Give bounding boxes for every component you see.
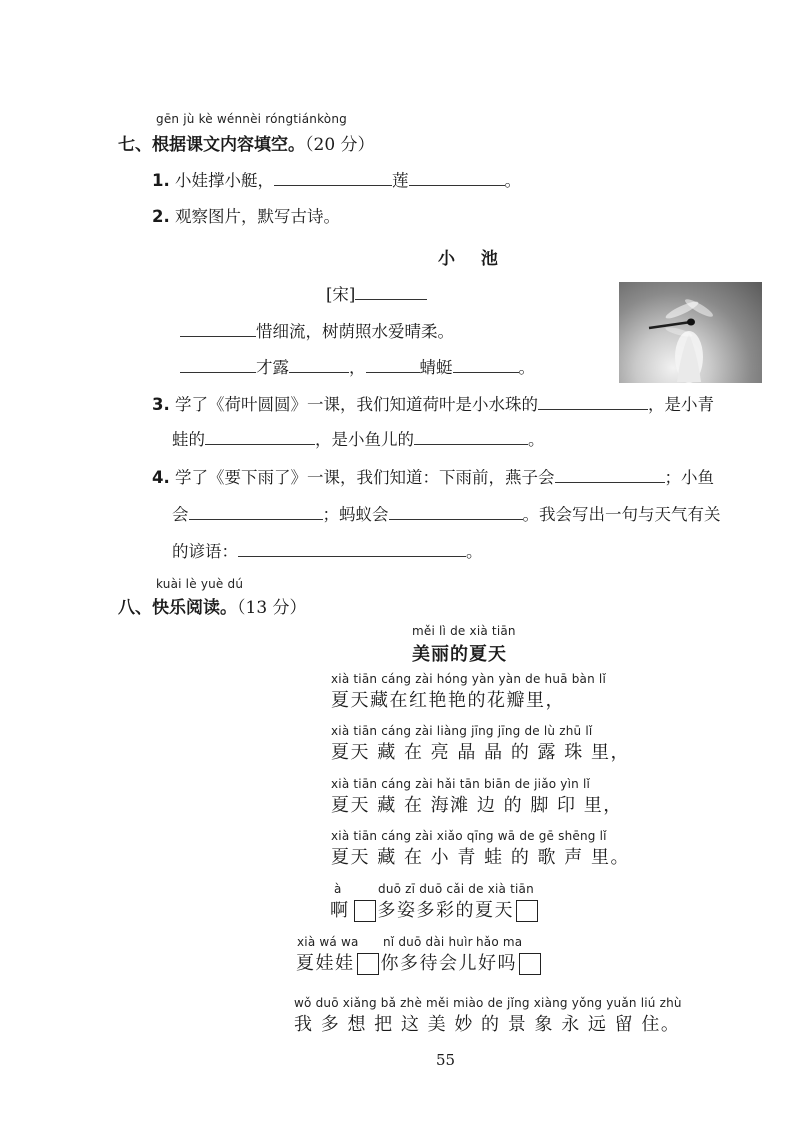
question-4-text-d: ；蚂蚁会 [322,505,389,524]
poem-line-1-text: 惜细流，树荫照水爱晴柔。 [256,322,454,341]
reading-line-3: 夏天 藏 在 海滩 边 的 脚 印 里， [331,795,623,816]
question-3-text-e: 。 [528,430,545,449]
reading-line-4: 夏天 藏 在 小 青 蛙 的 歌 声 里。 [331,847,630,868]
exclaim-1-text-a: 啊 [330,900,350,921]
section8-pinyin: kuài lè yuè dú [156,577,244,591]
poem-author-line [326,281,427,307]
answer-blank[interactable] [180,318,256,337]
answer-blank[interactable] [414,426,528,445]
exclaim-1-pinyin-b: duō zī duō cǎi de xià tiān [378,882,534,896]
question-1-text-a: 小娃撑小艇， [175,171,274,190]
poem-line-2-text-d: 。 [518,358,535,377]
answer-blank[interactable] [189,501,323,520]
answer-blank[interactable] [205,426,315,445]
question-1-text-c: 。 [504,171,521,190]
punctuation-box[interactable] [519,953,541,975]
question-4-line-2 [172,501,721,527]
answer-blank[interactable] [389,501,523,520]
punctuation-box[interactable] [516,900,538,922]
punctuation-box[interactable] [357,953,379,975]
section7-heading [118,130,375,155]
exclaim-2-pinyin-c: hǎo ma [476,935,523,949]
section7-score: （20 分） [305,135,375,155]
question-3-text-d: ，是小鱼儿的 [315,430,414,449]
answer-blank[interactable] [289,354,349,373]
question-1 [152,167,521,193]
question-4-text-b: ；小鱼 [664,468,714,487]
dragonfly-photo [619,282,762,383]
poem-line-2-text-a: 才露 [256,358,289,377]
question-3-line-1 [152,391,714,417]
question-3-line-2 [172,426,545,452]
question-4-line-1 [152,464,714,490]
answer-blank[interactable] [453,354,519,373]
section8-heading [118,593,307,618]
poem-line-2-text-b: ， [349,358,366,377]
answer-blank[interactable] [538,391,648,410]
answer-blank[interactable] [555,464,665,483]
question-1-number: 1. [152,171,170,190]
question-2-text: 观察图片，默写古诗。 [175,207,340,226]
punctuation-box[interactable] [354,900,376,922]
question-4-text-f: 的谚语： [172,542,238,561]
section7-pinyin: gēn jù kè wénnèi róngtiánkòng [156,112,347,126]
reading-line-3-pinyin: xià tiān cáng zài hǎi tān biān de jiǎo yìn lǐ [331,777,591,791]
exclaim-2-text-b: 你多待会儿好吗 [380,953,517,974]
reading-title-pinyin: měi lì de xià tiān [412,624,516,638]
question-3-text-b: ，是小青 [648,395,714,414]
question-2 [152,205,340,229]
exclaim-1-pinyin-a: à [334,882,342,896]
exclaim-2-pinyin-a: xià wá wa [297,935,359,949]
question-3-text-a: 学了《荷叶圆圆》一课，我们知道荷叶是小水珠的 [175,395,538,414]
answer-blank[interactable] [274,167,392,186]
answer-blank[interactable] [238,538,466,557]
question-4-number: 4. [152,468,170,487]
last-line: 我 多 想 把 这 美 妙 的 景 象 永 远 留 住。 [294,1014,681,1035]
page-number: 55 [436,1051,456,1069]
poem-dynasty: [宋] [326,285,356,304]
reading-line-2: 夏天 藏 在 亮 晶 晶 的 露 珠 里， [331,742,630,763]
question-3-text-c: 蛙的 [172,430,205,449]
dragonfly-on-lotus-bud-image [619,282,762,383]
reading-title: 美丽的夏天 [412,644,507,665]
question-3-number: 3. [152,395,170,414]
question-4-text-e: 。我会写出一句与天气有关 [522,505,721,524]
question-4-line-3 [172,538,483,564]
reading-line-1-pinyin: xià tiān cáng zài hóng yàn yàn de huā bàn lǐ [331,672,606,686]
section7-heading-text: 七、根据课文内容填空。 [118,135,305,155]
answer-blank[interactable] [355,281,427,300]
last-line-pinyin: wǒ duō xiǎng bǎ zhè měi miào de jǐng xiàng yǒng yuǎn liú zhù [294,996,682,1010]
question-1-text-b: 莲 [392,171,409,190]
reading-line-4-pinyin: xià tiān cáng zài xiǎo qīng wā de gē shēng lǐ [331,829,607,843]
question-4-text-g: 。 [466,542,483,561]
question-4-text-a: 学了《要下雨了》一课，我们知道：下雨前，燕子会 [175,468,555,487]
poem-title: 小 池 [438,249,508,269]
exclaim-line-1 [330,896,538,922]
reading-line-2-pinyin: xià tiān cáng zài liàng jīng jīng de lù zhū lǐ [331,724,593,738]
exclaim-1-text-b: 多姿多彩的夏天 [377,900,514,921]
exclaim-2-text-a: 夏娃娃 [296,953,355,974]
reading-line-1: 夏天藏在红艳艳的花瓣里， [331,690,565,711]
question-4-text-c: 会 [172,505,189,524]
exclaim-line-2 [296,949,541,975]
answer-blank[interactable] [409,167,505,186]
exclaim-2-pinyin-b: nǐ duō dài huìr [383,935,473,949]
answer-blank[interactable] [366,354,420,373]
question-2-number: 2. [152,207,170,226]
poem-line-2 [180,354,535,380]
section8-heading-text: 八、快乐阅读。 [118,598,237,618]
answer-blank[interactable] [180,354,256,373]
poem-line-2-text-c: 蜻蜓 [419,358,453,377]
poem-line-1 [180,318,454,344]
section8-score: （13 分） [237,598,307,618]
